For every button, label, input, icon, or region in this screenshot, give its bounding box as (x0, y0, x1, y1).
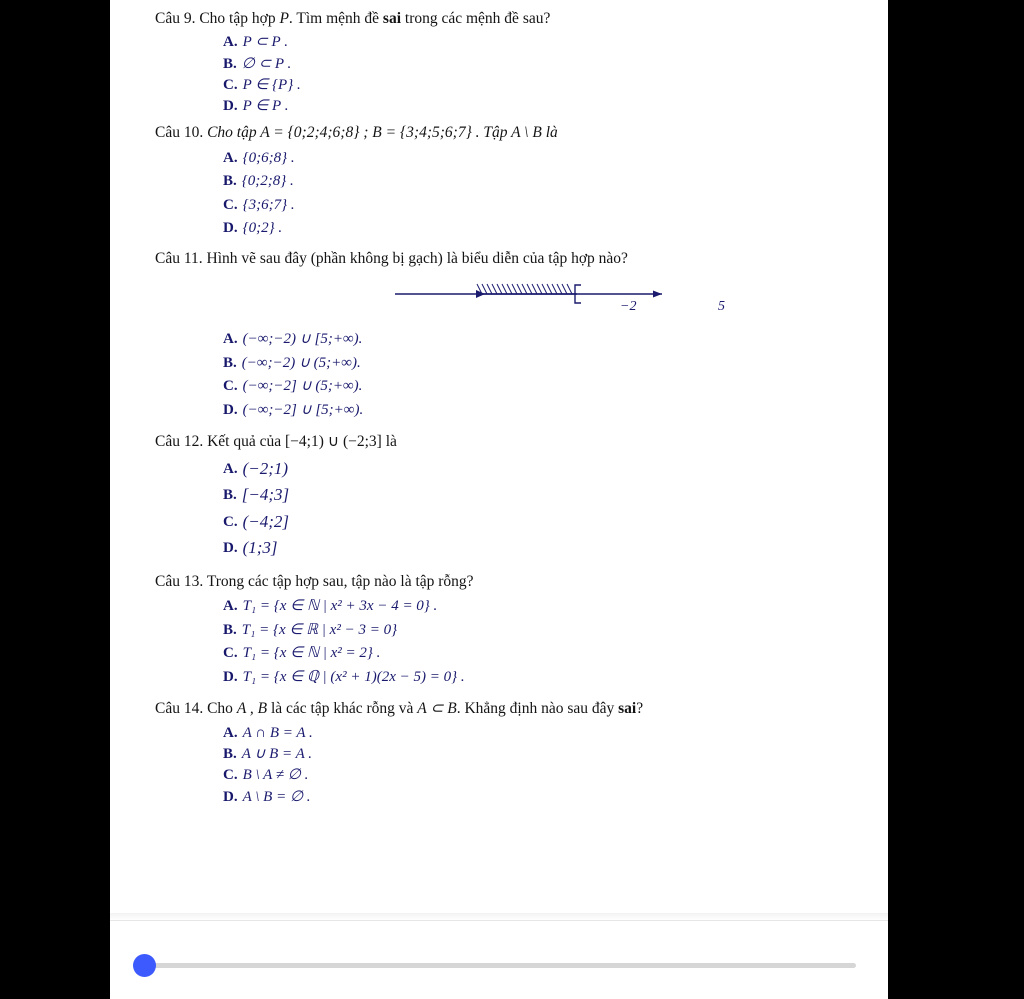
option-text: {0;2} . (242, 220, 283, 237)
option-text: [−4;3] (241, 485, 290, 505)
option-list-13 (155, 595, 858, 688)
option-text: (−∞;−2] ∪ (5;+∞). (242, 378, 363, 395)
number-line-tick-minus2: −2 (620, 299, 637, 315)
question-stem-13 (155, 571, 858, 593)
option-label: A. (223, 34, 238, 51)
option-14-c[interactable] (155, 765, 858, 785)
option-text: T₁ = {x ∈ ℕ | x² + 3x − 4 = 0} . (242, 598, 438, 615)
viewer-bottom-bar (110, 920, 888, 999)
option-14-d[interactable] (155, 787, 858, 807)
option-label: D. (223, 540, 238, 557)
question-stem-text-11: Hình vẽ sau đây (phần không bị gạch) là biểu diễn của tập hợp nào? (202, 249, 628, 267)
option-text: B \ A ≠ ∅ . (242, 767, 309, 784)
option-13-a[interactable] (155, 595, 858, 618)
option-label: B. (223, 173, 237, 190)
option-text: P ⊂ P . (242, 34, 288, 51)
option-list-12 (155, 456, 858, 561)
question-number-10: Câu 10. (155, 124, 204, 142)
option-11-d[interactable] (155, 399, 858, 422)
question-number-9: Câu 9. (155, 10, 196, 27)
question-stem-text-9b: . Tìm mệnh đề (288, 10, 383, 27)
question-number-13: Câu 13. (155, 572, 204, 590)
question-block-13 (155, 571, 858, 688)
option-11-c[interactable] (155, 375, 858, 398)
question-stem-10 (155, 122, 858, 144)
option-12-a[interactable] (155, 456, 858, 482)
option-text: P ∈ P . (242, 98, 289, 115)
question-var-9: P (279, 10, 289, 27)
option-9-c[interactable] (155, 75, 858, 95)
option-text: {0;6;8} . (242, 149, 295, 166)
zoom-slider-track[interactable] (143, 963, 856, 968)
question-block-9 (155, 8, 858, 116)
option-12-d[interactable] (155, 535, 858, 561)
option-text: T₁ = {x ∈ ℝ | x² − 3 = 0} (241, 621, 398, 638)
question-stem-text-10: Cho tập A = {0;2;4;6;8} ; B = {3;4;5;6;7} . Tập A \ B là (203, 124, 558, 142)
number-line-svg (390, 274, 690, 324)
option-text: (−2;1) (242, 458, 289, 478)
option-text: (−∞;−2] ∪ [5;+∞). (242, 401, 364, 418)
question-stem-text-14a: Cho (203, 700, 237, 718)
option-14-b[interactable] (155, 744, 858, 764)
option-13-d[interactable] (155, 666, 858, 689)
question-stem-text-12: Kết quả của [−4;1) ∪ (−2;3] là (203, 433, 397, 451)
option-label: A. (223, 724, 238, 741)
question-number-11: Câu 11. (155, 249, 203, 267)
option-text: T₁ = {x ∈ ℚ | (x² + 1)(2x − 5) = 0} . (242, 668, 465, 685)
question-emphasis-14: sai (618, 700, 637, 718)
option-10-c[interactable] (155, 194, 858, 217)
option-label: B. (223, 621, 237, 638)
option-label: D. (223, 98, 238, 115)
option-text: {3;6;7} . (242, 196, 295, 213)
option-text: A ∩ B = A . (242, 724, 313, 741)
option-list-9 (155, 32, 858, 116)
option-11-a[interactable] (155, 328, 858, 351)
option-label: D. (223, 668, 238, 685)
option-9-b[interactable] (155, 54, 858, 74)
option-label: B. (223, 746, 237, 763)
option-label: C. (223, 767, 238, 784)
option-text: A ∪ B = A . (241, 746, 313, 763)
question-stem-text-9a: Cho tập hợp (195, 10, 280, 27)
option-text: {0;2;8} . (241, 173, 294, 190)
question-stem-text-14b: là các tập khác rỗng và (267, 700, 418, 718)
question-stem-11 (155, 248, 858, 270)
option-label: C. (223, 378, 238, 395)
page-bottom-shadow (110, 913, 888, 920)
option-label: C. (223, 76, 238, 93)
option-label: D. (223, 401, 238, 418)
option-label: D. (223, 788, 238, 805)
option-label: C. (223, 513, 238, 530)
option-14-a[interactable] (155, 723, 858, 743)
question-condition-14: A ⊂ B (417, 700, 457, 718)
document-page (110, 0, 888, 999)
option-list-11 (155, 328, 858, 421)
option-list-14 (155, 723, 858, 807)
question-block-10 (155, 122, 858, 239)
number-line-figure (155, 274, 858, 326)
question-block-14 (155, 698, 858, 806)
question-stem-14 (155, 698, 858, 720)
option-13-c[interactable] (155, 642, 858, 665)
option-11-b[interactable] (155, 352, 858, 375)
question-stem-text-9c: trong các mệnh đề sau? (401, 10, 551, 27)
option-10-a[interactable] (155, 147, 858, 170)
question-stem-text-14d: ? (636, 700, 644, 718)
option-label: A. (223, 331, 238, 348)
option-9-a[interactable] (155, 32, 858, 52)
option-text: ∅ ⊂ P . (241, 55, 292, 72)
question-stem-9 (155, 8, 858, 30)
option-text: A \ B = ∅ . (242, 788, 311, 805)
option-label: D. (223, 220, 238, 237)
question-block-12 (155, 431, 858, 560)
option-10-d[interactable] (155, 217, 858, 240)
option-12-b[interactable] (155, 482, 858, 508)
question-stem-text-14c: . Khẳng định nào sau đây (456, 700, 619, 718)
option-label: B. (223, 487, 237, 504)
document-sheet (110, 0, 888, 920)
question-stem-12 (155, 431, 858, 453)
option-13-b[interactable] (155, 619, 858, 642)
question-stem-text-13: Trong các tập hợp sau, tập nào là tập rỗng? (203, 572, 474, 590)
number-line-tick-5: 5 (718, 299, 725, 315)
option-9-d[interactable] (155, 96, 858, 116)
option-label: C. (223, 645, 238, 662)
option-12-c[interactable] (155, 509, 858, 535)
option-text: (−∞;−2) ∪ (5;+∞). (241, 354, 361, 371)
zoom-slider-knob[interactable] (133, 954, 156, 977)
question-vars-14: A , B (236, 700, 268, 718)
question-block-11 (155, 248, 858, 421)
option-label: A. (223, 598, 238, 615)
option-label: B. (223, 354, 237, 371)
option-10-b[interactable] (155, 170, 858, 193)
question-number-12: Câu 12. (155, 433, 204, 451)
option-list-10 (155, 147, 858, 240)
option-text: (−∞;−2) ∪ [5;+∞). (242, 331, 363, 348)
option-label: C. (223, 196, 238, 213)
option-text: T₁ = {x ∈ ℕ | x² = 2} . (242, 645, 381, 662)
option-label: B. (223, 55, 237, 72)
option-text: P ∈ {P} . (242, 76, 301, 93)
option-text: (−4;2] (242, 511, 290, 531)
question-number-14: Câu 14. (155, 700, 204, 718)
question-emphasis-9: sai (382, 10, 402, 27)
option-label: A. (223, 149, 238, 166)
option-text: (1;3] (242, 538, 278, 558)
option-label: A. (223, 460, 238, 477)
